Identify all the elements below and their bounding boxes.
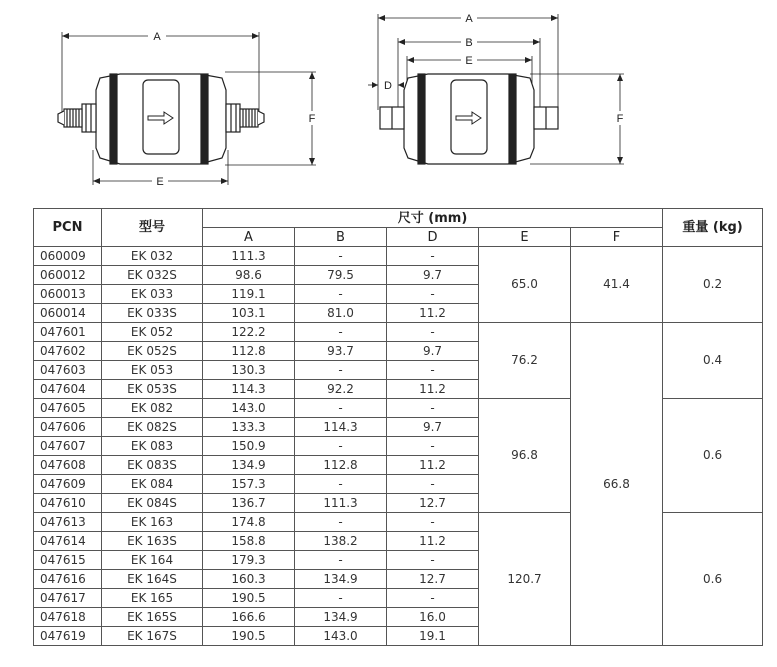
cell-model: EK 052S: [102, 342, 203, 361]
cell-model: EK 053: [102, 361, 203, 380]
cell-model: EK 082: [102, 399, 203, 418]
cell-pcn: 047613: [34, 513, 102, 532]
dim-label-e: E: [156, 176, 164, 188]
cell-b: 92.2: [295, 380, 387, 399]
cell-model: EK 164S: [102, 570, 203, 589]
cell-d: -: [387, 437, 479, 456]
header-b: B: [295, 228, 387, 247]
spec-table: [33, 208, 763, 646]
cell-b: 134.9: [295, 608, 387, 627]
cell-d: 12.7: [387, 570, 479, 589]
cell-b: 114.3: [295, 418, 387, 437]
cell-e: 76.2: [479, 323, 571, 399]
cell-a: 98.6: [203, 266, 295, 285]
cell-pcn: 047601: [34, 323, 102, 342]
cell-b: -: [295, 285, 387, 304]
header-d: D: [387, 228, 479, 247]
dim-label-f: F: [308, 113, 316, 125]
cell-a: 119.1: [203, 285, 295, 304]
cell-pcn: 047617: [34, 589, 102, 608]
dim-label-a: A: [465, 13, 473, 25]
cell-pcn: 060014: [34, 304, 102, 323]
cell-pcn: 047605: [34, 399, 102, 418]
header-f: F: [571, 228, 663, 247]
cell-pcn: 047614: [34, 532, 102, 551]
cell-a: 111.3: [203, 247, 295, 266]
header-e: E: [479, 228, 571, 247]
cell-b: -: [295, 437, 387, 456]
cell-b: -: [295, 323, 387, 342]
cell-pcn: 047607: [34, 437, 102, 456]
cell-d: -: [387, 247, 479, 266]
cell-f: 66.8: [571, 323, 663, 646]
cell-a: 150.9: [203, 437, 295, 456]
cell-pcn: 047606: [34, 418, 102, 437]
cell-model: EK 083S: [102, 456, 203, 475]
cell-b: 93.7: [295, 342, 387, 361]
header-size: 尺寸 (mm): [203, 209, 663, 228]
right-drawing: [368, 11, 628, 164]
header-row: [34, 209, 763, 228]
cell-b: -: [295, 475, 387, 494]
cell-model: EK 052: [102, 323, 203, 342]
technical-drawings: [0, 0, 777, 205]
cell-a: 143.0: [203, 399, 295, 418]
cell-a: 112.8: [203, 342, 295, 361]
cell-a: 179.3: [203, 551, 295, 570]
cell-a: 103.1: [203, 304, 295, 323]
cell-model: EK 165S: [102, 608, 203, 627]
cell-model: EK 033: [102, 285, 203, 304]
cell-b: -: [295, 399, 387, 418]
cell-model: EK 032S: [102, 266, 203, 285]
cell-d: -: [387, 475, 479, 494]
cell-pcn: 060013: [34, 285, 102, 304]
cell-b: 79.5: [295, 266, 387, 285]
cell-model: EK 163: [102, 513, 203, 532]
cell-b: -: [295, 247, 387, 266]
dim-label-f: F: [616, 113, 624, 125]
spec-table-body: [34, 247, 763, 646]
cell-d: 9.7: [387, 266, 479, 285]
cell-b: -: [295, 589, 387, 608]
cell-model: EK 032: [102, 247, 203, 266]
cell-d: -: [387, 551, 479, 570]
cell-pcn: 047602: [34, 342, 102, 361]
cell-model: EK 082S: [102, 418, 203, 437]
dim-label-e: E: [465, 55, 473, 67]
cell-pcn: 047609: [34, 475, 102, 494]
cell-d: -: [387, 589, 479, 608]
cell-weight: 0.4: [663, 323, 763, 399]
cell-d: 9.7: [387, 342, 479, 361]
cell-e: 65.0: [479, 247, 571, 323]
cell-d: 19.1: [387, 627, 479, 646]
cell-pcn: 047619: [34, 627, 102, 646]
cell-model: EK 164: [102, 551, 203, 570]
cell-d: -: [387, 513, 479, 532]
cell-e: 96.8: [479, 399, 571, 513]
cell-b: -: [295, 513, 387, 532]
cell-a: 133.3: [203, 418, 295, 437]
cell-a: 174.8: [203, 513, 295, 532]
cell-a: 136.7: [203, 494, 295, 513]
cell-d: 11.2: [387, 304, 479, 323]
cell-d: 16.0: [387, 608, 479, 627]
cell-d: -: [387, 361, 479, 380]
header-a: A: [203, 228, 295, 247]
cell-pcn: 047618: [34, 608, 102, 627]
cell-pcn: 060009: [34, 247, 102, 266]
cell-b: 81.0: [295, 304, 387, 323]
cell-a: 122.2: [203, 323, 295, 342]
cell-d: 9.7: [387, 418, 479, 437]
cell-b: 134.9: [295, 570, 387, 589]
cell-d: -: [387, 285, 479, 304]
cell-a: 158.8: [203, 532, 295, 551]
dim-label-a: A: [153, 31, 161, 43]
table-row: [34, 247, 763, 266]
cell-a: 130.3: [203, 361, 295, 380]
cell-b: 111.3: [295, 494, 387, 513]
cell-model: EK 165: [102, 589, 203, 608]
header-weight: 重量 (kg): [663, 209, 763, 247]
cell-pcn: 047615: [34, 551, 102, 570]
cell-d: 11.2: [387, 456, 479, 475]
cell-model: EK 053S: [102, 380, 203, 399]
cell-b: 112.8: [295, 456, 387, 475]
cell-pcn: 047616: [34, 570, 102, 589]
header-model: 型号: [102, 209, 203, 247]
cell-weight: 0.6: [663, 513, 763, 646]
cell-a: 160.3: [203, 570, 295, 589]
cell-d: 12.7: [387, 494, 479, 513]
cell-d: -: [387, 399, 479, 418]
cell-model: EK 084: [102, 475, 203, 494]
cell-pcn: 047608: [34, 456, 102, 475]
cell-a: 114.3: [203, 380, 295, 399]
table-row: [34, 323, 763, 342]
cell-a: 166.6: [203, 608, 295, 627]
cell-pcn: 047604: [34, 380, 102, 399]
cell-model: EK 083: [102, 437, 203, 456]
cell-a: 157.3: [203, 475, 295, 494]
dim-label-b: B: [465, 37, 473, 49]
cell-model: EK 167S: [102, 627, 203, 646]
left-drawing: [58, 28, 320, 188]
cell-d: 11.2: [387, 380, 479, 399]
cell-d: 11.2: [387, 532, 479, 551]
cell-model: EK 084S: [102, 494, 203, 513]
cell-b: -: [295, 361, 387, 380]
cell-pcn: 047603: [34, 361, 102, 380]
cell-d: -: [387, 323, 479, 342]
cell-pcn: 047610: [34, 494, 102, 513]
cell-weight: 0.2: [663, 247, 763, 323]
cell-model: EK 033S: [102, 304, 203, 323]
cell-pcn: 060012: [34, 266, 102, 285]
cell-a: 190.5: [203, 627, 295, 646]
cell-b: 143.0: [295, 627, 387, 646]
cell-b: 138.2: [295, 532, 387, 551]
cell-a: 190.5: [203, 589, 295, 608]
cell-model: EK 163S: [102, 532, 203, 551]
cell-f: 41.4: [571, 247, 663, 323]
cell-weight: 0.6: [663, 399, 763, 513]
cell-b: -: [295, 551, 387, 570]
cell-a: 134.9: [203, 456, 295, 475]
cell-e: 120.7: [479, 513, 571, 646]
dim-label-d: D: [384, 80, 392, 92]
header-pcn: PCN: [34, 209, 102, 247]
